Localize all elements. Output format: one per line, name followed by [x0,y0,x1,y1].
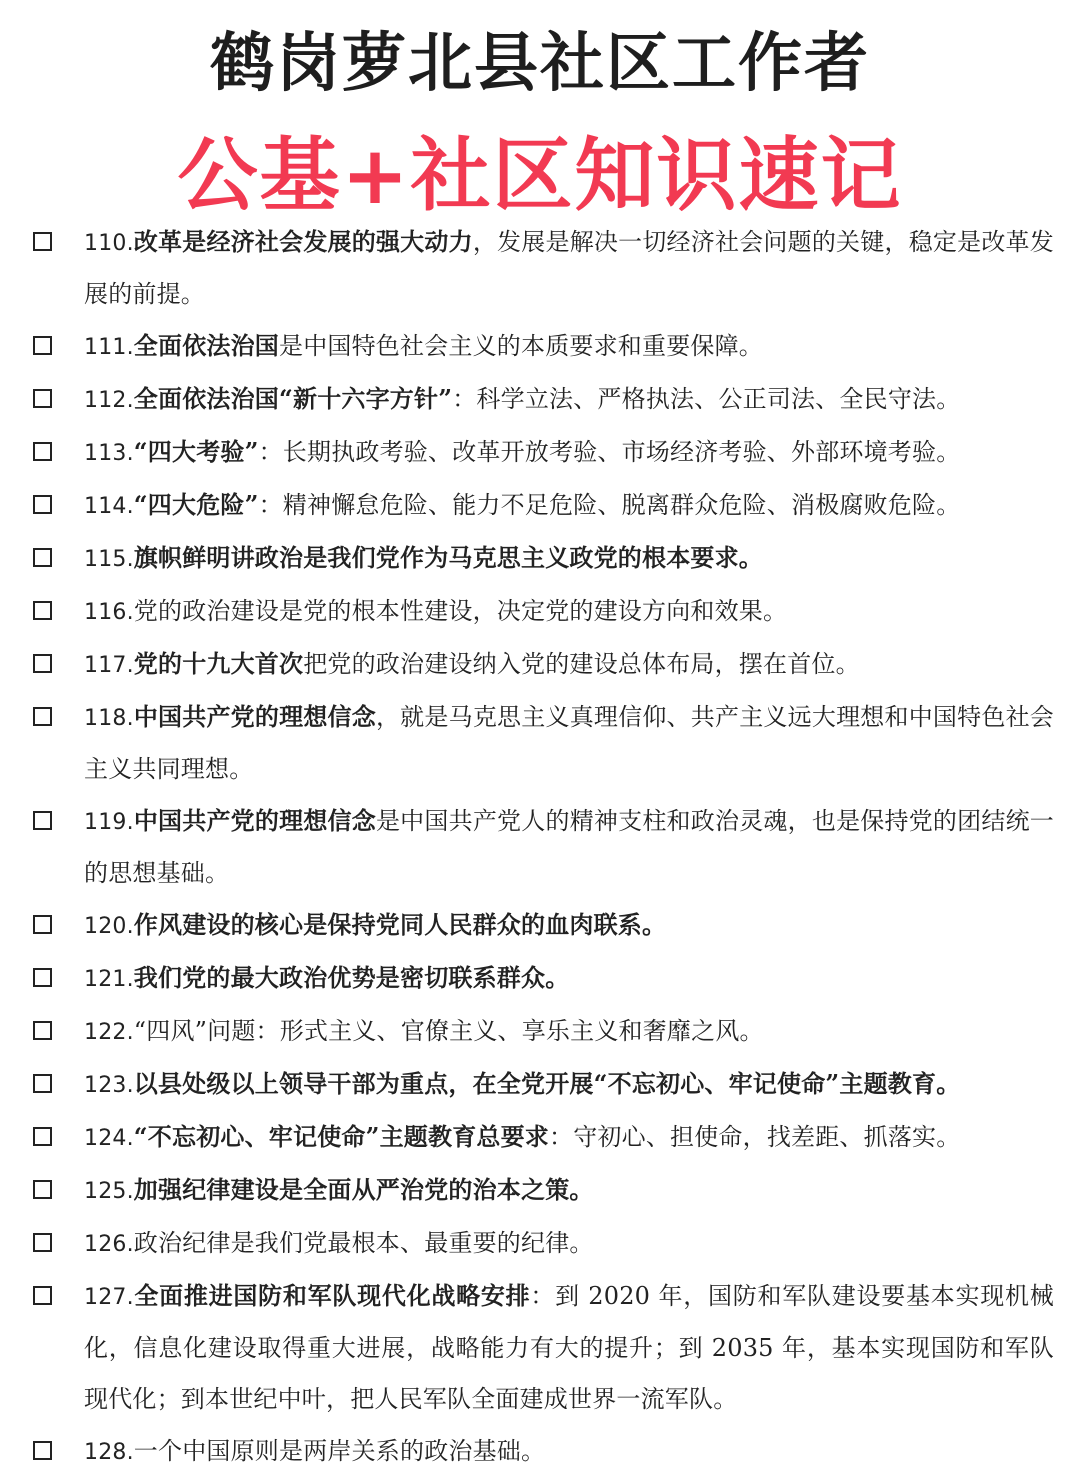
item-body: “四风”问题：形式主义、官僚主义、享乐主义和奢靡之风。 [133,1017,764,1045]
item-number: 126. [84,1232,134,1257]
list-item [0,532,1080,585]
item-text [84,1058,1054,1111]
item-body: 把党的政治建设纳入党的建设总体布局，摆在首位。 [303,650,860,678]
item-emphasis: 加强纪律建设是全面从严治党的治本之策。 [133,1175,594,1204]
item-text [84,1217,1054,1270]
list-item [0,479,1080,532]
list-item [0,638,1080,691]
item-text [84,373,1054,426]
item-number: 124. [84,1126,134,1151]
item-body: 是中国共产党人的精神支柱和政治灵魂，也是保持党的团结统一的思想基础。 [84,807,1054,887]
item-text [84,1005,1054,1058]
item-emphasis: 以县处级以上领导干部为重点，在全党开展“不忘初心、牢记使命”主题教育。 [133,1069,961,1098]
item-emphasis: “四大考验” [133,437,259,466]
item-number: 110. [84,231,134,256]
item-emphasis: “不忘初心、牢记使命”主题教育总要求 [133,1122,550,1151]
item-text [84,532,1054,585]
item-text [84,899,1054,952]
item-body: ，发展是解决一切经济社会问题的关键，稳定是改革发展的前提。 [84,228,1054,308]
list-item [0,373,1080,426]
item-body: ：精神懈怠危险、能力不足危险、脱离群众危险、消极腐败危险。 [258,491,961,519]
item-number: 122. [84,1020,134,1045]
item-body: ：长期执政考验、改革开放考验、市场经济考验、外部环境考验。 [258,438,961,466]
item-body: 是中国特色社会主义的本质要求和重要保障。 [279,332,763,360]
checkbox[interactable] [33,1074,52,1093]
item-number: 111. [84,335,134,360]
item-text [84,479,1054,532]
list-item [0,1217,1080,1270]
item-text [84,320,1054,373]
item-number: 119. [84,810,134,835]
item-emphasis: 全面推进国防和军队现代化战略安排 [133,1281,531,1310]
item-emphasis: “四大危险” [133,490,259,519]
checkbox[interactable] [33,1286,52,1305]
item-number: 123. [84,1073,134,1098]
checkbox[interactable] [33,1127,52,1146]
item-text [84,952,1054,1005]
item-body: 一个中国原则是两岸关系的政治基础。 [133,1437,546,1465]
list-item [0,320,1080,373]
item-number: 118. [84,706,134,731]
checkbox[interactable] [33,336,52,355]
checkbox[interactable] [33,1180,52,1199]
item-number: 116. [84,600,134,625]
list-item [0,691,1080,795]
item-text [84,585,1054,638]
item-text [84,1111,1054,1164]
item-emphasis: 旗帜鲜明讲政治是我们党作为马克思主义政党的根本要求。 [133,543,763,572]
item-number: 114. [84,494,134,519]
item-text [84,1270,1054,1425]
item-number: 127. [84,1285,134,1310]
item-text [84,638,1054,691]
checkbox[interactable] [33,232,52,251]
checkbox[interactable] [33,1233,52,1252]
list-item [0,216,1080,320]
item-text [84,691,1054,795]
item-number: 117. [84,653,134,678]
checkbox[interactable] [33,968,52,987]
item-text [84,1164,1054,1217]
item-body: ，就是马克思主义真理信仰、共产主义远大理想和中国特色社会主义共同理想。 [84,703,1054,783]
item-number: 120. [84,914,134,939]
item-emphasis: 全面依法治国“新十六字方针” [133,384,453,413]
item-emphasis: 党的十九大首次 [133,649,304,678]
item-number: 128. [84,1440,134,1465]
item-body: 政治纪律是我们党最根本、最重要的纪律。 [133,1229,594,1257]
page-title: 鹤岗萝北县社区工作者 [210,27,870,101]
list-item [0,426,1080,479]
item-emphasis: 中国共产党的理想信念 [133,806,376,835]
item-text [84,795,1054,899]
checkbox[interactable] [33,601,52,620]
list-item [0,795,1080,899]
item-body: ：守初心、担使命，找差距、抓落实。 [549,1123,961,1151]
list-item [0,1005,1080,1058]
list-item [0,1270,1080,1425]
item-text [84,1425,1054,1478]
checkbox[interactable] [33,442,52,461]
list-item [0,1164,1080,1217]
item-body: ：到 2020 年，国防和军队建设要基本实现机械化，信息化建设取得重大进展，战略能力有大的提升；到 2035 年，基本实现国防和军队现代化；到本世纪中叶，把人民军队全面建成世界一流军队。 [84,1282,1054,1413]
item-text [84,216,1054,320]
item-number: 121. [84,967,134,992]
knowledge-list [0,216,1080,1478]
item-emphasis: 作风建设的核心是保持党同人民群众的血肉联系。 [133,910,667,939]
item-body: ：科学立法、严格执法、公正司法、全民守法。 [452,385,961,413]
item-number: 112. [84,388,134,413]
item-emphasis: 全面依法治国 [133,331,279,360]
item-number: 113. [84,441,134,466]
list-item [0,1058,1080,1111]
item-number: 125. [84,1179,134,1204]
item-text [84,426,1054,479]
list-item [0,1111,1080,1164]
checkbox[interactable] [33,389,52,408]
checkbox[interactable] [33,915,52,934]
checkbox[interactable] [33,654,52,673]
page-subtitle: 公基+社区知识速记 [177,129,903,222]
item-emphasis: 中国共产党的理想信念 [133,702,376,731]
list-item [0,952,1080,1005]
item-emphasis: 改革是经济社会发展的强大动力 [133,227,473,256]
checkbox[interactable] [33,1021,52,1040]
checkbox[interactable] [33,548,52,567]
list-item [0,899,1080,952]
checkbox[interactable] [33,707,52,726]
checkbox[interactable] [33,1441,52,1460]
item-number: 115. [84,547,134,572]
item-body: 党的政治建设是党的根本性建设，决定党的建设方向和效果。 [133,597,788,625]
checkbox[interactable] [33,811,52,830]
item-emphasis: 我们党的最大政治优势是密切联系群众。 [133,963,570,992]
list-item [0,585,1080,638]
list-item [0,1425,1080,1478]
checkbox[interactable] [33,495,52,514]
